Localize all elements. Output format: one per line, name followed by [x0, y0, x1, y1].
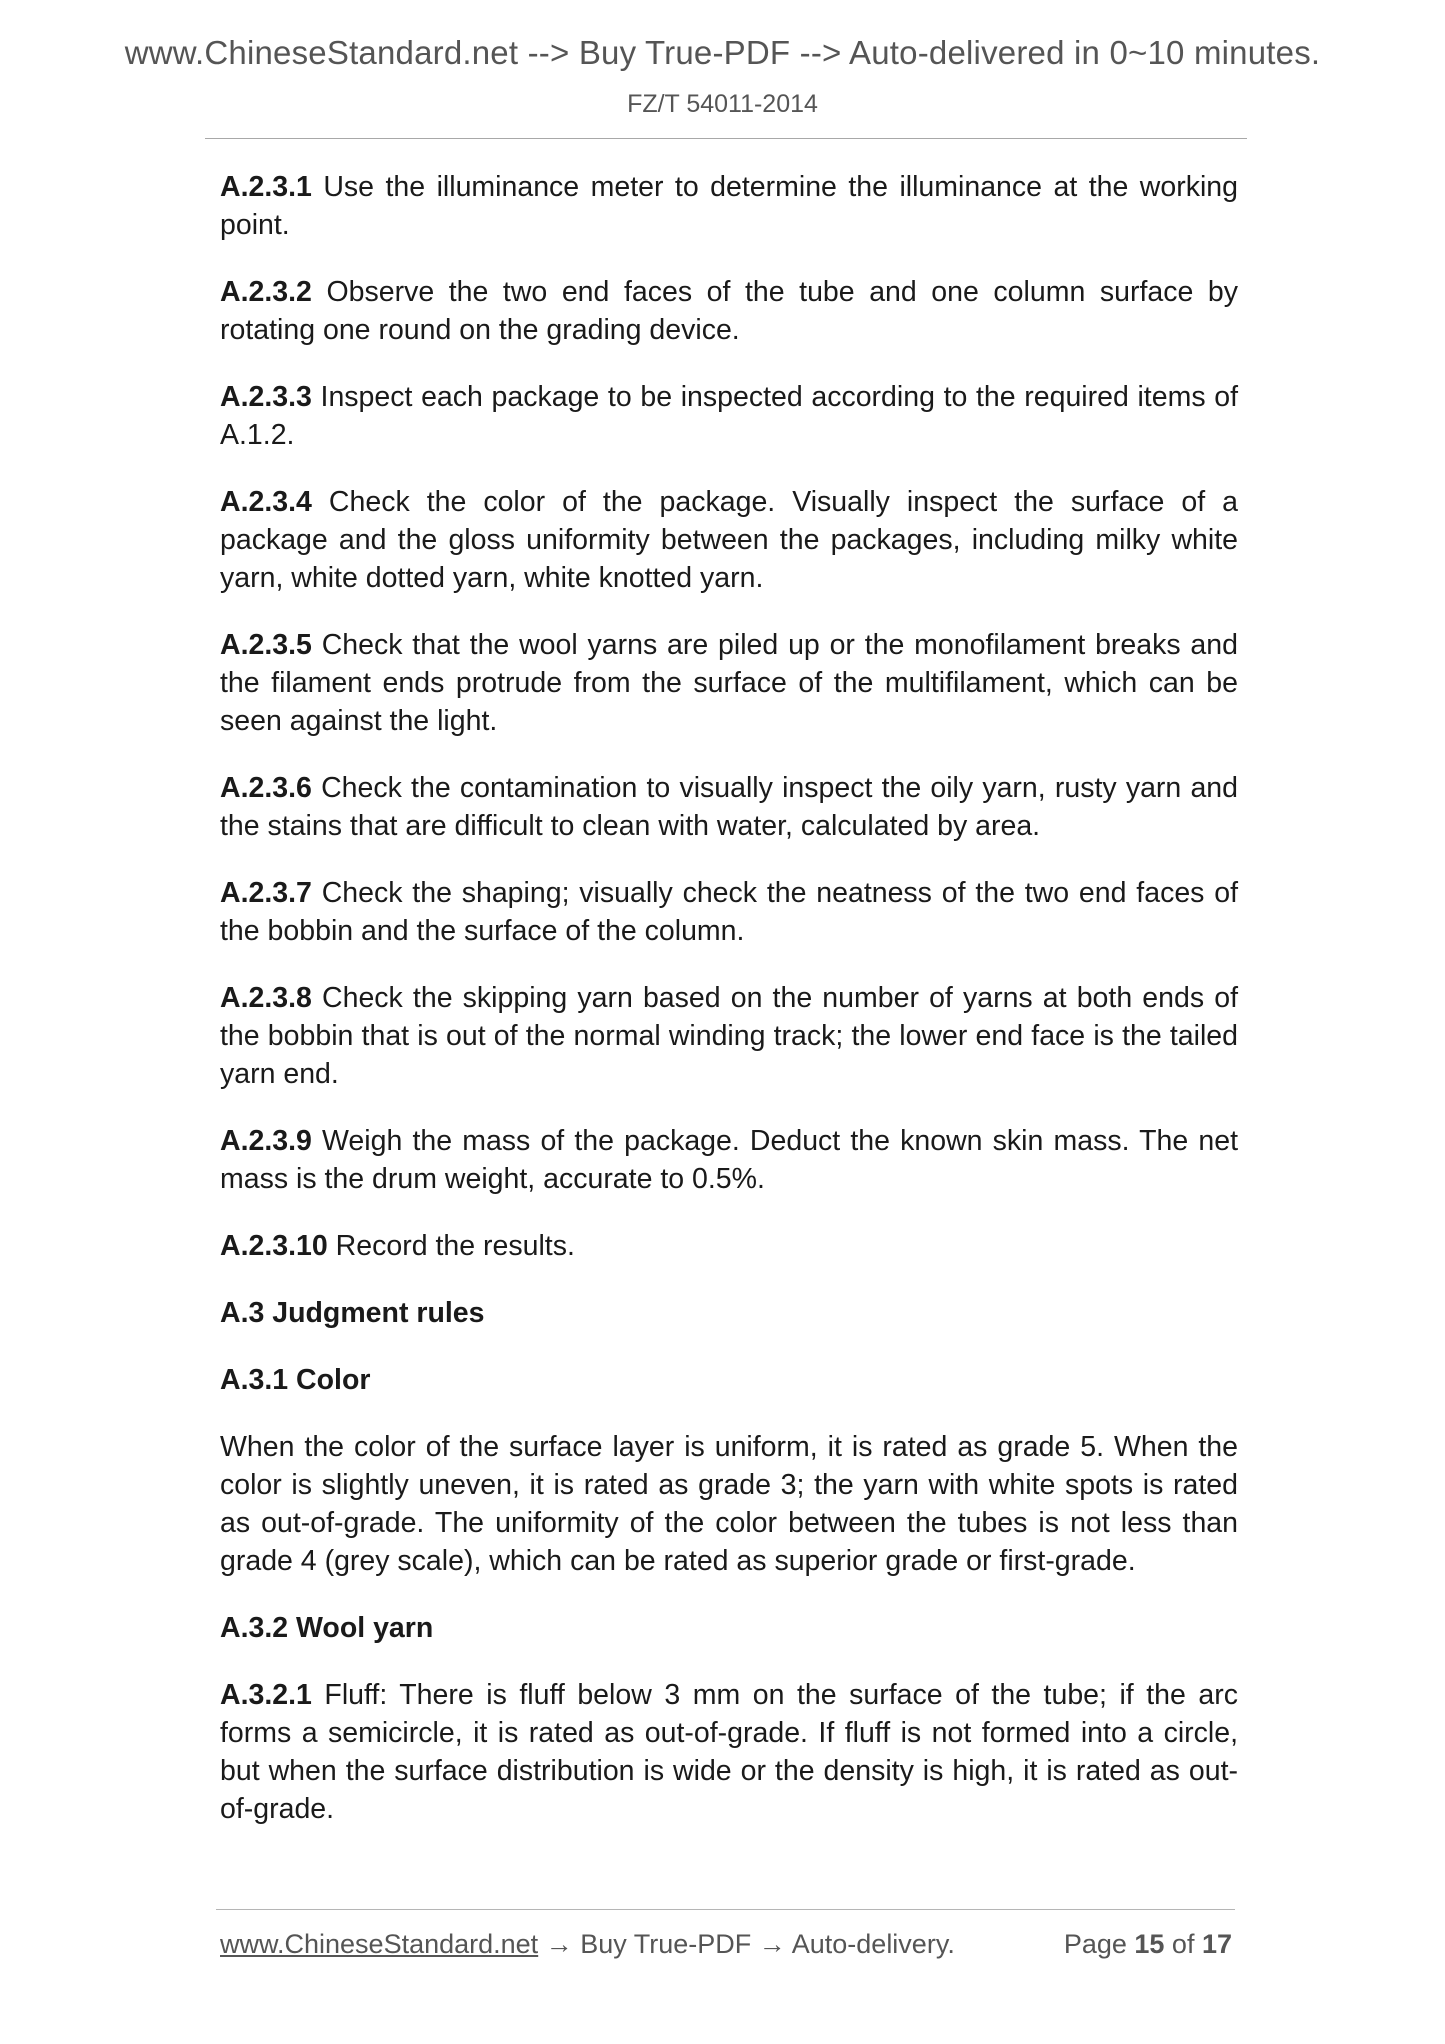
color-paragraph: When the color of the surface layer is uniform, it is rated as grade 5. When the color is slightly uneven, it is rated as grade 3; the yarn with white spots is rated as out-of-grade. The uniformity of the color between the tubes is not less than grade 4 (grey scale), which can be rated as superior grade or first-grade. — [220, 1431, 1238, 1577]
clause-a-2-3-9 — [220, 1122, 1238, 1198]
clause-text: Fluff: There is fluff below 3 mm on the surface of the tube; if the arc forms a semicircle, it is rated as out-of-grade. If fluff is not formed into a circle, but when the surface distribution is wide or the density is high, it is rated as out-of-grade. — [220, 1679, 1238, 1825]
clause-a-2-3-2 — [220, 273, 1238, 349]
clause-text: Observe the two end faces of the tube and one column surface by rotating one round on the grading device. — [220, 276, 1238, 346]
clause-number: A.2.3.3 — [220, 381, 312, 413]
clause-number: A.2.3.6 — [220, 772, 312, 804]
clause-a-2-3-10 — [220, 1227, 1238, 1265]
clause-text: Use the illuminance meter to determine the illuminance at the working point. — [220, 171, 1238, 241]
standard-code: FZ/T 54011-2014 — [627, 90, 818, 118]
clause-text: Inspect each package to be inspected according to the required items of A.1.2. — [220, 381, 1238, 451]
clause-number: A.2.3.7 — [220, 877, 312, 909]
footer-divider — [216, 1909, 1235, 1910]
header-banner: www.ChineseStandard.net --> Buy True-PDF --> Auto-delivered in 0~10 minutes. — [124, 34, 1321, 71]
footer-promo — [220, 1929, 955, 1960]
clause-number: A.2.3.5 — [220, 629, 312, 661]
section-heading-a-3-2: A.3.2 Wool yarn — [220, 1612, 434, 1644]
section-heading-a-3-1: A.3.1 Color — [220, 1364, 371, 1396]
footer-promo-text: → Buy True-PDF → Auto-delivery. — [538, 1929, 955, 1959]
clause-number: A.2.3.4 — [220, 486, 312, 518]
clause-text: Check the skipping yarn based on the number of yarns at both ends of the bobbin that is out of the normal winding track; the lower end face is the tailed yarn end. — [220, 982, 1238, 1090]
header-divider — [205, 138, 1247, 139]
clause-text: Weigh the mass of the package. Deduct the known skin mass. The net mass is the drum weight, accurate to 0.5%. — [220, 1125, 1238, 1195]
clause-a-2-3-5 — [220, 626, 1238, 740]
document-body — [220, 168, 1238, 1857]
clause-a-2-3-6 — [220, 769, 1238, 845]
section-heading-a-3: A.3 Judgment rules — [220, 1297, 485, 1329]
clause-number: A.2.3.8 — [220, 982, 312, 1014]
clause-number: A.2.3.1 — [220, 171, 312, 203]
clause-a-2-3-1 — [220, 168, 1238, 244]
page-total: 17 — [1201, 1929, 1232, 1959]
page-label: Page — [1063, 1929, 1135, 1959]
page-footer — [220, 1929, 1232, 1965]
footer-site-link[interactable]: www.ChineseStandard.net — [220, 1929, 539, 1959]
clause-text: Check the shaping; visually check the neatness of the two end faces of the bobbin and the surface of the column. — [220, 877, 1238, 947]
page-indicator — [1064, 1929, 1232, 1960]
clause-text: Record the results. — [327, 1230, 575, 1262]
clause-text: Check the contamination to visually inspect the oily yarn, rusty yarn and the stains that are difficult to clean with water, calculated by area. — [220, 772, 1238, 842]
clause-number: A.3.2.1 — [220, 1679, 312, 1711]
clause-number: A.2.3.2 — [220, 276, 312, 308]
clause-a-2-3-3 — [220, 378, 1238, 454]
page-number: 15 — [1134, 1929, 1165, 1959]
clause-number: A.2.3.9 — [220, 1125, 312, 1157]
clause-number: A.2.3.10 — [220, 1230, 328, 1262]
clause-a-2-3-4 — [220, 483, 1238, 597]
page-of-label: of — [1164, 1929, 1202, 1959]
clause-a-2-3-7 — [220, 874, 1238, 950]
clause-text: Check that the wool yarns are piled up or the monofilament breaks and the filament ends protrude from the surface of the multifilament, which can be seen against the light. — [220, 629, 1238, 737]
clause-a-3-2-1 — [220, 1676, 1238, 1828]
clause-a-2-3-8 — [220, 979, 1238, 1093]
clause-text: Check the color of the package. Visually inspect the surface of a package and the gloss uniformity between the packages, including milky white yarn, white dotted yarn, white knotted yarn. — [220, 486, 1238, 594]
